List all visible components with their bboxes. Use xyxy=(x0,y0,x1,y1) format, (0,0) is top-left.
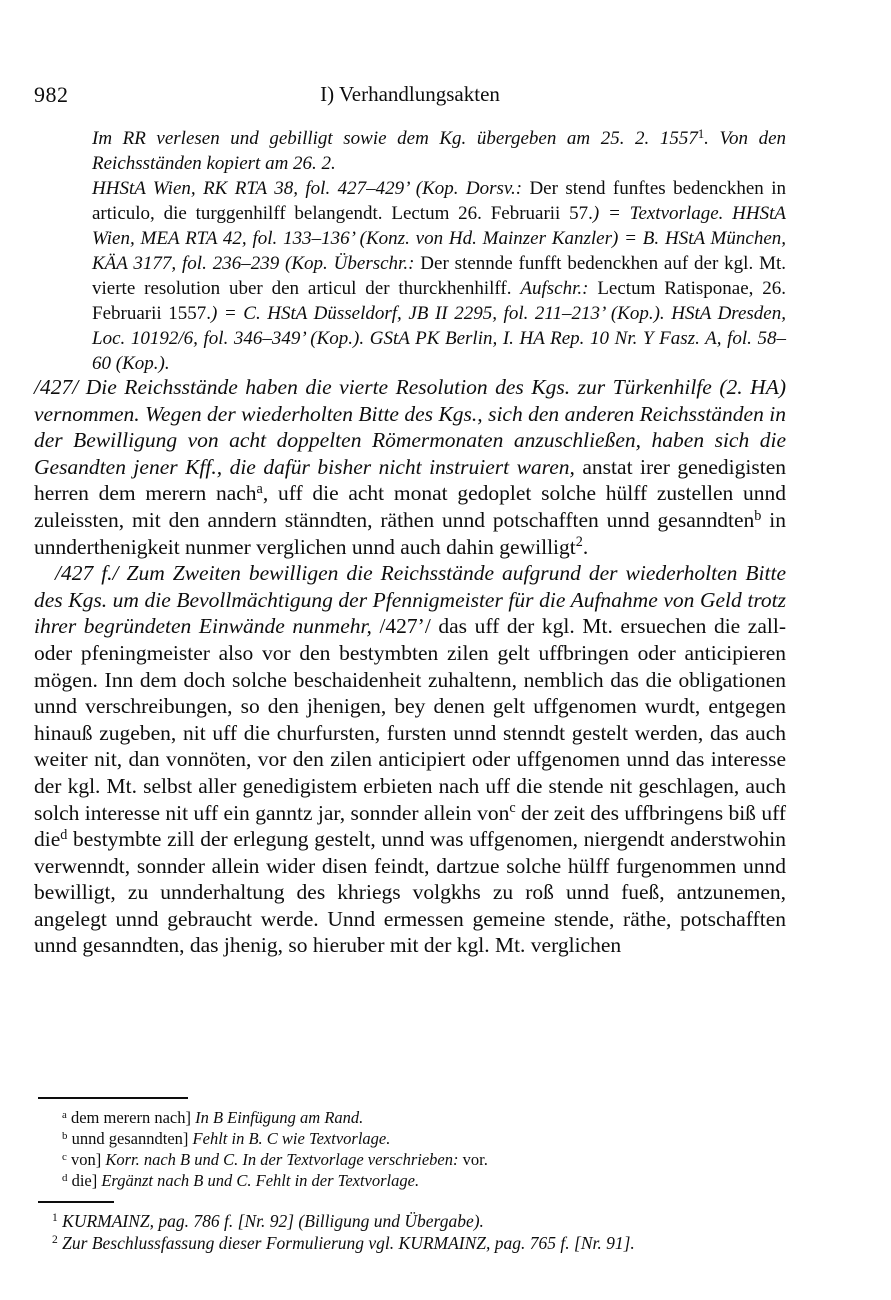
text-segment: vor. xyxy=(462,1150,488,1169)
text-segment: KURMAINZ, pag. 786 f. [Nr. 92] (Billigung und Übergabe). xyxy=(57,1211,484,1231)
footnote-2 xyxy=(36,1233,788,1255)
text-segment: ) = C. HStA Düsseldorf, JB II 2295, fol. 211–213’ (Kop.). HStA Dresden, Loc. 10192/6, fol. 346–349’ (Kop.). GStA PK Berlin, I. HA Rep. 10 Nr. Y Fasz. A, fol. 58–60 (Kop.). xyxy=(92,303,786,374)
text-segment: Im RR verlesen und gebilligt sowie dem Kg. übergeben am 25. 2. 1557 xyxy=(92,128,698,149)
text-segment: /427’/ das uff der kgl. Mt. ersuechen die zall- oder pfeningmeister also vor den bestymbten zilen gelt uffbringen oder anticipieren mögen. Inn dem doch solche beschaidenheit zuhaltenn, nemblich das die obligationen unnd verschreibungen, so den jhenigen, bey denen gelt uffgenomen wurdt, entgegen hinauß zugeben, nit uff die churfursten, fursten unnd stenndt gestelt werden, das auch weiter nit, dan vonnöten, vor den zilen anticipiert oder uffgenomen unnd das interesse der kgl. Mt. selbst aller genedigistem erbieten nach uff die stende nit geschlagen, auch solch interesse nit uff ein ganntz jar, sonnder allein von xyxy=(34,614,786,825)
text-segment: /427/ Die Reichsstände haben die vierte Resolution des Kgs. zur Türkenhilfe (2. HA) vernommen. Wegen der wiederholten Bitte des Kgs., sich den anderen Reichsständen in der Bewilligung von acht doppelten Römermonaten anzuschließen, haben sich die Gesandten jener Kff., die dafür bisher nicht instruiert waren, xyxy=(34,375,786,479)
text-segment: anstat irer genedigisten herren dem merern nach xyxy=(34,454,786,506)
apparatus-note-a xyxy=(36,1107,788,1128)
text-segment: Aufschr.: xyxy=(520,278,598,299)
text-segment: unnd gesanndten] xyxy=(67,1129,193,1148)
footnote-marker: 2 xyxy=(575,534,583,551)
main-text xyxy=(34,374,786,959)
page-number: 982 xyxy=(34,82,69,107)
headnote-transmission xyxy=(92,126,786,176)
footnote-marker: d xyxy=(60,827,68,843)
text-segment: Ergänzt nach B und C. Fehlt in der Textvorlage. xyxy=(101,1171,420,1190)
footnote-marker: 1 xyxy=(52,1212,58,1225)
footnote-marker: b xyxy=(754,507,762,524)
paragraph-2 xyxy=(34,560,786,959)
text-segment: Korr. nach B und C. In der Textvorlage verschrieben: xyxy=(105,1150,463,1169)
footnote-marker: a xyxy=(62,1108,67,1121)
footnote-marker: d xyxy=(62,1171,68,1184)
apparatus-note-c xyxy=(36,1149,788,1170)
text-segment: bestymbte zill der erlegung gestelt, unnd was uffgenomen, niergendt anderstwohin verwenndt, sonnder allein wider disen feindt, dartzue solche hülff furgenommen unnd bewilligt, zu unnderhaltung des khriegs volgkhs zu roß unnd fueß, antzunemen, angelegt unnd gebraucht werde. Unnd ermessen gemeine stende, räthe, potschafften unnd gesanndten, das jhenig, so hieruber mit der kgl. Mt. verglichen xyxy=(34,827,786,958)
text-segment: . Von den Reichsständen kopiert am 26. 2. xyxy=(92,128,786,174)
text-segment: Der stend funftes bedenckhen in articulo, die turggenhilff belangendt. Lectum 26. Februarii 57. xyxy=(92,178,786,224)
footnote-marker: b xyxy=(62,1129,68,1142)
critical-apparatus xyxy=(36,1097,788,1191)
headnote-block xyxy=(92,126,786,376)
footnote-separator-rule xyxy=(38,1201,114,1203)
text-segment: Lectum Ratisponae, 26. Februarii 1557. xyxy=(92,278,786,324)
running-header xyxy=(34,82,786,108)
text-segment: Der stennde funfft bedenckhen auf der kgl. Mt. vierte resolution uber den articul der thurckhenhilff. xyxy=(92,253,786,299)
text-segment: von] xyxy=(66,1150,106,1169)
text-segment: In B Einfügung am Rand. xyxy=(195,1108,364,1127)
text-segment: /427 f./ Zum Zweiten bewilligen die Reichsstände aufgrund der wiederholten Bitte des Kgs. um die Bevollmächtigung der Pfennigmeister für die Aufnahme von Geld trotz ihrer begründeten Einwände nunmehr, xyxy=(34,561,786,639)
apparatus-separator-rule xyxy=(38,1097,188,1099)
footnote-marker: c xyxy=(509,800,516,817)
text-segment: HHStA Wien, RK RTA 38, fol. 427–429’ (Kop. Dorsv.: xyxy=(92,178,530,199)
apparatus-note-d xyxy=(36,1170,788,1191)
text-segment: dem merern nach] xyxy=(66,1108,196,1127)
paragraph-1 xyxy=(34,374,786,560)
text-segment: , uff die acht monat gedoplet solche hülff zustellen unnd zuleissten, mit den anndern stänndten, räthen unnd potschafften unnd gesanndten xyxy=(34,481,786,532)
text-segment: Zur Beschlussfassung dieser Formulierung vgl. KURMAINZ, pag. 765 f. [Nr. 91]. xyxy=(57,1232,635,1253)
footnote-marker: 1 xyxy=(697,126,705,141)
running-header-title: I) Verhandlungsakten xyxy=(320,82,500,106)
footnote-block xyxy=(36,1201,788,1254)
footnote-marker: 2 xyxy=(52,1233,58,1246)
footnote-marker: c xyxy=(62,1150,67,1163)
text-segment: . xyxy=(582,534,589,559)
text-segment: der zeit des uffbringens biß uff die xyxy=(34,800,786,852)
text-segment: die] xyxy=(67,1171,102,1190)
apparatus-note-b xyxy=(36,1128,788,1149)
headnote-sources xyxy=(92,176,786,376)
footnote-1 xyxy=(36,1211,788,1233)
text-segment: in unnderthenigkeit nunmer verglichen unnd auch dahin gewilligt xyxy=(34,507,786,559)
footnote-marker: a xyxy=(256,481,263,498)
text-segment: Fehlt in B. C wie Textvorlage. xyxy=(192,1129,391,1148)
text-segment: ) = Textvorlage. HHStA Wien, MEA RTA 42, fol. 133–136’ (Konz. von Hd. Mainzer Kanzler) = B. HStA München, KÄA 3177, fol. 236–239 (Kop. Überschr.: xyxy=(92,203,786,274)
